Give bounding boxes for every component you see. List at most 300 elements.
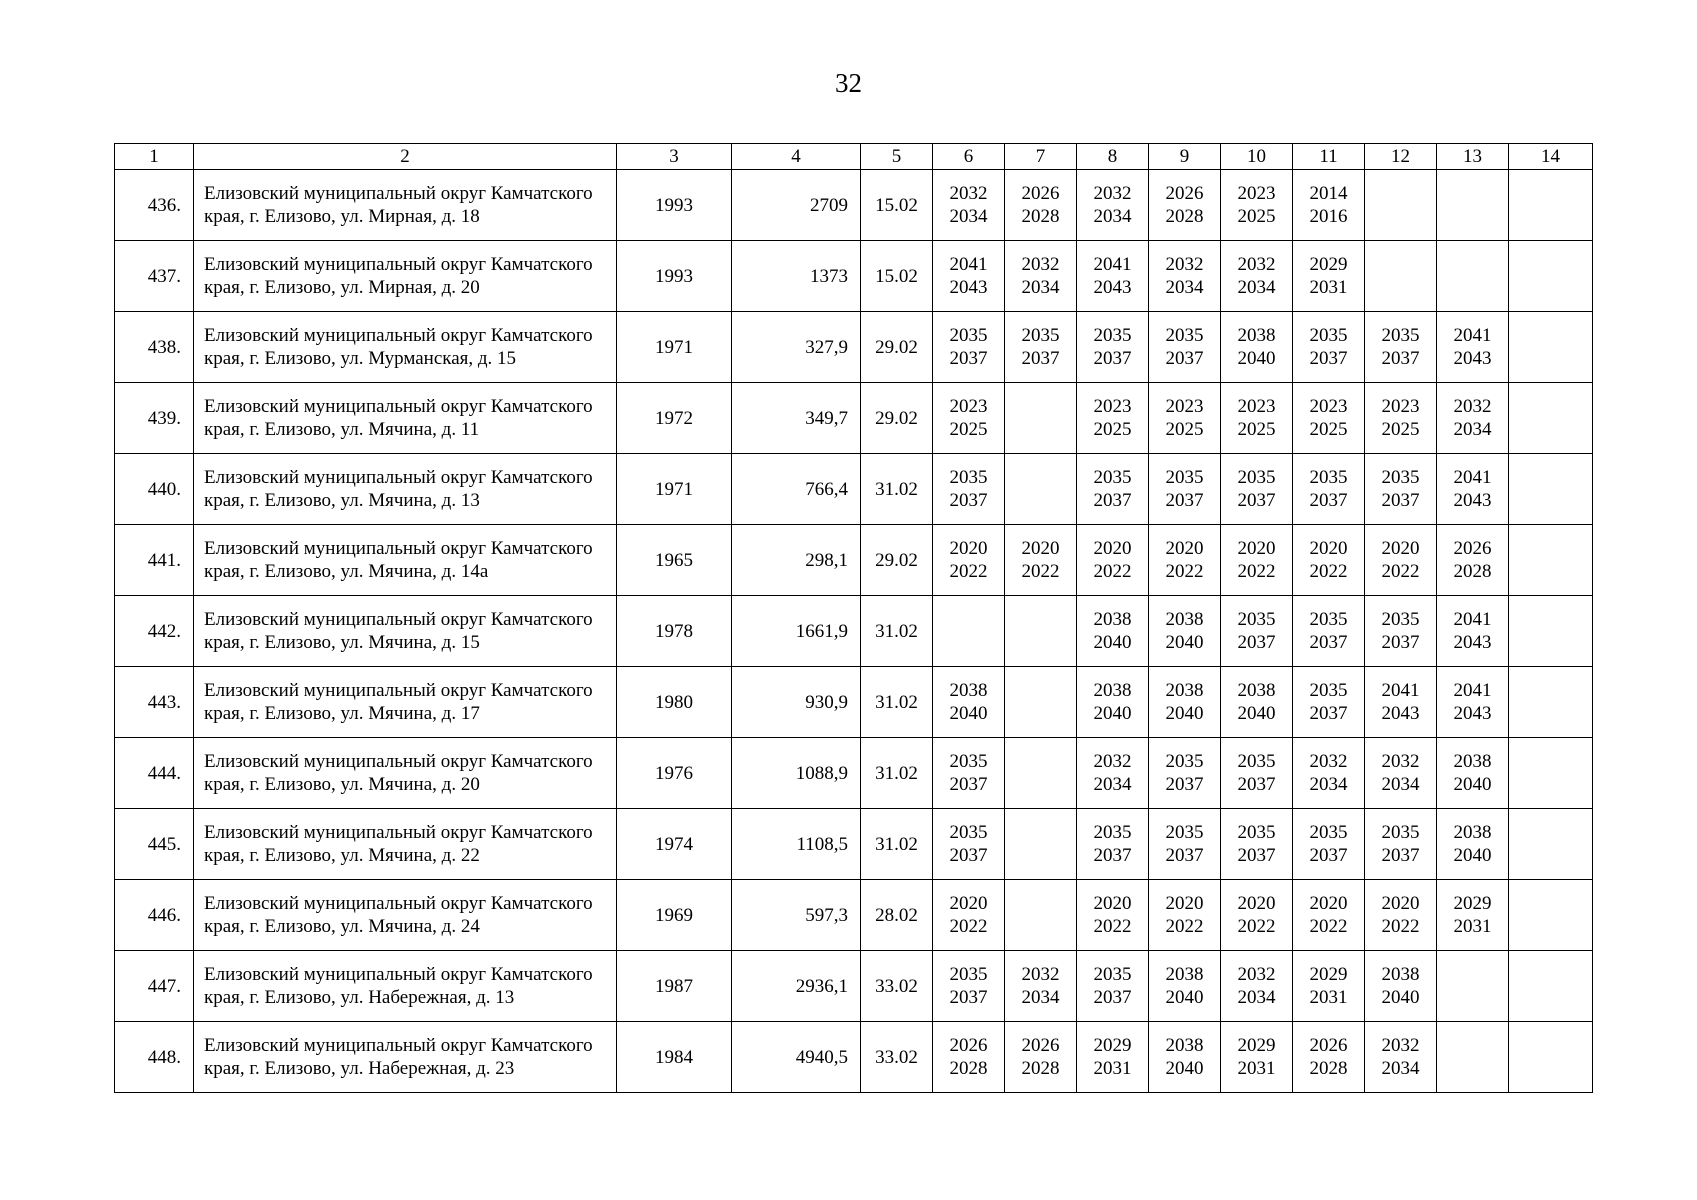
period-year: 2028: [949, 1058, 988, 1079]
period-year: 2020: [1093, 893, 1132, 914]
period-year: 2022: [1165, 561, 1204, 582]
period-year: 2040: [949, 703, 988, 724]
period-cell-c6: [933, 170, 1005, 241]
address-cell: Елизовский муниципальный округ Камчатского края, г. Елизово, ул. Мячина, д. 11: [194, 383, 617, 454]
period-year: 2035: [1309, 325, 1348, 346]
period-year: 2037: [1309, 490, 1348, 511]
period-cell-c6: [933, 1022, 1005, 1093]
period-year: 2023: [1237, 396, 1276, 417]
code-cell: 33.02: [861, 951, 933, 1022]
period-year: 2029: [1309, 254, 1348, 275]
period-cell-c9: [1149, 738, 1221, 809]
period-cell-c7: [1005, 312, 1077, 383]
table-row: [115, 170, 1593, 241]
column-header-7: 7: [1005, 144, 1077, 170]
period-year: 2034: [1021, 277, 1060, 298]
period-cell-c11: [1293, 241, 1365, 312]
period-year: 2032: [1093, 183, 1132, 204]
period-cell-c12: [1365, 525, 1437, 596]
period-year: 2035: [1237, 822, 1276, 843]
period-year: 2022: [1381, 916, 1420, 937]
period-cell-c12: [1365, 454, 1437, 525]
period-year: 2040: [1165, 703, 1204, 724]
period-cell-c12: [1365, 596, 1437, 667]
area-cell: 2709: [732, 170, 861, 241]
period-year: 2035: [1021, 325, 1060, 346]
period-cell-c13: [1437, 667, 1509, 738]
period-cell-c11: [1293, 951, 1365, 1022]
period-cell-c6: [933, 809, 1005, 880]
code-cell: 31.02: [861, 667, 933, 738]
period-cell-c13: [1437, 596, 1509, 667]
period-year: 2035: [1309, 680, 1348, 701]
period-year: 2034: [1093, 206, 1132, 227]
period-cell-c12: [1365, 809, 1437, 880]
row-number-cell: 440.: [115, 454, 194, 525]
period-cell-c12: [1365, 383, 1437, 454]
address-cell: Елизовский муниципальный округ Камчатского края, г. Елизово, ул. Мурманская, д. 15: [194, 312, 617, 383]
period-year: 2020: [1093, 538, 1132, 559]
code-cell: 31.02: [861, 738, 933, 809]
period-cell-c7: [1005, 880, 1077, 951]
period-year: 2022: [1093, 561, 1132, 582]
period-cell-c6: [933, 738, 1005, 809]
period-cell-c13: [1437, 170, 1509, 241]
period-cell-c8: [1077, 596, 1149, 667]
period-year: 2025: [1309, 419, 1348, 440]
period-cell-c10: [1221, 170, 1293, 241]
code-cell: 31.02: [861, 454, 933, 525]
period-cell-c7: [1005, 951, 1077, 1022]
period-year: 2034: [1093, 774, 1132, 795]
period-year: 2037: [1165, 774, 1204, 795]
period-year: 2026: [1309, 1035, 1348, 1056]
period-year: 2020: [1165, 538, 1204, 559]
table-row: [115, 667, 1593, 738]
column-header-3: 3: [617, 144, 732, 170]
period-cell-c14: [1509, 525, 1593, 596]
area-cell: 298,1: [732, 525, 861, 596]
period-year: 2038: [1381, 964, 1420, 985]
period-year: 2043: [1453, 348, 1492, 369]
period-cell-c10: [1221, 525, 1293, 596]
column-header-11: 11: [1293, 144, 1365, 170]
period-year: 2022: [949, 916, 988, 937]
period-year: 2043: [1453, 632, 1492, 653]
column-header-9: 9: [1149, 144, 1221, 170]
area-cell: 4940,5: [732, 1022, 861, 1093]
period-year: 2041: [1093, 254, 1132, 275]
period-cell-c13: [1437, 383, 1509, 454]
period-year: 2020: [949, 538, 988, 559]
period-year: 2037: [1237, 774, 1276, 795]
code-cell: 31.02: [861, 809, 933, 880]
period-year: 2040: [1453, 845, 1492, 866]
period-year: 2037: [1309, 348, 1348, 369]
period-cell-c7: [1005, 241, 1077, 312]
table-row: [115, 383, 1593, 454]
address-cell: Елизовский муниципальный округ Камчатского края, г. Елизово, ул. Набережная, д. 23: [194, 1022, 617, 1093]
period-year: 2032: [1381, 751, 1420, 772]
period-cell-c14: [1509, 170, 1593, 241]
row-number-cell: 448.: [115, 1022, 194, 1093]
period-year: 2038: [1453, 822, 1492, 843]
period-cell-c14: [1509, 1022, 1593, 1093]
address-cell: Елизовский муниципальный округ Камчатского края, г. Елизово, ул. Мячина, д. 13: [194, 454, 617, 525]
period-year: 2023: [1381, 396, 1420, 417]
period-year: 2038: [1165, 680, 1204, 701]
period-year: 2032: [1165, 254, 1204, 275]
address-cell: Елизовский муниципальный округ Камчатского края, г. Елизово, ул. Мячина, д. 17: [194, 667, 617, 738]
period-cell-c9: [1149, 312, 1221, 383]
period-cell-c13: [1437, 951, 1509, 1022]
column-header-6: 6: [933, 144, 1005, 170]
period-year: 2026: [1165, 183, 1204, 204]
period-year: 2037: [1093, 987, 1132, 1008]
period-cell-c9: [1149, 454, 1221, 525]
period-year: 2028: [1453, 561, 1492, 582]
table-row: [115, 596, 1593, 667]
period-year: 2035: [1093, 467, 1132, 488]
period-year: 2038: [1093, 680, 1132, 701]
period-year: 2043: [1453, 490, 1492, 511]
period-year: 2020: [1165, 893, 1204, 914]
period-year: 2029: [1309, 964, 1348, 985]
period-year: 2025: [1237, 206, 1276, 227]
period-year: 2035: [1237, 467, 1276, 488]
column-header-13: 13: [1437, 144, 1509, 170]
area-cell: 1108,5: [732, 809, 861, 880]
period-cell-c7: [1005, 454, 1077, 525]
area-cell: 349,7: [732, 383, 861, 454]
table-row: [115, 454, 1593, 525]
period-year: 2022: [1309, 561, 1348, 582]
period-cell-c7: [1005, 383, 1077, 454]
column-header-14: 14: [1509, 144, 1593, 170]
period-cell-c13: [1437, 880, 1509, 951]
year-built-cell: 1980: [617, 667, 732, 738]
period-year: 2020: [1309, 893, 1348, 914]
period-year: 2035: [1165, 467, 1204, 488]
period-year: 2035: [1381, 325, 1420, 346]
year-built-cell: 1987: [617, 951, 732, 1022]
column-header-2: 2: [194, 144, 617, 170]
period-year: 2037: [1381, 845, 1420, 866]
row-number-cell: 438.: [115, 312, 194, 383]
address-cell: Елизовский муниципальный округ Камчатского края, г. Елизово, ул. Мячина, д. 24: [194, 880, 617, 951]
period-cell-c14: [1509, 951, 1593, 1022]
code-cell: 15.02: [861, 241, 933, 312]
period-year: 2038: [1165, 1035, 1204, 1056]
period-cell-c11: [1293, 454, 1365, 525]
period-year: 2016: [1309, 206, 1348, 227]
period-year: 2034: [1165, 277, 1204, 298]
period-cell-c8: [1077, 312, 1149, 383]
period-year: 2037: [1381, 348, 1420, 369]
period-year: 2037: [1309, 845, 1348, 866]
table-row: [115, 880, 1593, 951]
period-year: 2035: [1381, 609, 1420, 630]
period-year: 2041: [949, 254, 988, 275]
period-year: 2043: [949, 277, 988, 298]
period-cell-c7: [1005, 809, 1077, 880]
period-year: 2032: [949, 183, 988, 204]
period-cell-c12: [1365, 170, 1437, 241]
period-year: 2031: [1237, 1058, 1276, 1079]
row-number-cell: 436.: [115, 170, 194, 241]
period-cell-c8: [1077, 525, 1149, 596]
period-year: 2038: [1165, 609, 1204, 630]
period-year: 2037: [949, 348, 988, 369]
period-year: 2031: [1453, 916, 1492, 937]
period-cell-c10: [1221, 312, 1293, 383]
period-year: 2023: [1237, 183, 1276, 204]
period-cell-c14: [1509, 383, 1593, 454]
area-cell: 1373: [732, 241, 861, 312]
area-cell: 1088,9: [732, 738, 861, 809]
period-year: 2032: [1237, 964, 1276, 985]
period-year: 2022: [1237, 561, 1276, 582]
area-cell: 766,4: [732, 454, 861, 525]
period-year: 2043: [1093, 277, 1132, 298]
year-built-cell: 1972: [617, 383, 732, 454]
period-cell-c7: [1005, 525, 1077, 596]
period-year: 2038: [1093, 609, 1132, 630]
period-cell-c11: [1293, 809, 1365, 880]
period-cell-c12: [1365, 880, 1437, 951]
period-year: 2041: [1453, 467, 1492, 488]
period-year: 2020: [1309, 538, 1348, 559]
period-cell-c10: [1221, 880, 1293, 951]
period-cell-c13: [1437, 241, 1509, 312]
period-cell-c10: [1221, 667, 1293, 738]
period-year: 2023: [949, 396, 988, 417]
period-year: 2026: [949, 1035, 988, 1056]
period-cell-c8: [1077, 241, 1149, 312]
period-year: 2037: [1093, 845, 1132, 866]
period-cell-c13: [1437, 312, 1509, 383]
code-cell: 28.02: [861, 880, 933, 951]
period-year: 2035: [949, 751, 988, 772]
address-cell: Елизовский муниципальный округ Камчатского края, г. Елизово, ул. Мячина, д. 22: [194, 809, 617, 880]
period-cell-c9: [1149, 525, 1221, 596]
period-cell-c14: [1509, 596, 1593, 667]
period-cell-c6: [933, 383, 1005, 454]
address-cell: Елизовский муниципальный округ Камчатского края, г. Елизово, ул. Мирная, д. 20: [194, 241, 617, 312]
period-cell-c6: [933, 312, 1005, 383]
period-year: 2037: [949, 490, 988, 511]
period-year: 2034: [1237, 987, 1276, 1008]
period-year: 2025: [1237, 419, 1276, 440]
period-year: 2041: [1381, 680, 1420, 701]
period-year: 2037: [1309, 703, 1348, 724]
row-number-cell: 447.: [115, 951, 194, 1022]
period-year: 2028: [1021, 1058, 1060, 1079]
period-year: 2037: [949, 774, 988, 795]
code-cell: 29.02: [861, 312, 933, 383]
area-cell: 930,9: [732, 667, 861, 738]
period-year: 2035: [1165, 822, 1204, 843]
column-header-1: 1: [115, 144, 194, 170]
period-cell-c9: [1149, 383, 1221, 454]
period-year: 2028: [1021, 206, 1060, 227]
period-year: 2034: [1021, 987, 1060, 1008]
period-cell-c13: [1437, 1022, 1509, 1093]
period-year: 2023: [1309, 396, 1348, 417]
period-cell-c11: [1293, 596, 1365, 667]
period-cell-c10: [1221, 1022, 1293, 1093]
period-year: 2025: [1165, 419, 1204, 440]
period-year: 2025: [1093, 419, 1132, 440]
table-row: [115, 738, 1593, 809]
period-cell-c6: [933, 454, 1005, 525]
period-cell-c8: [1077, 809, 1149, 880]
address-cell: Елизовский муниципальный округ Камчатского края, г. Елизово, ул. Мячина, д. 20: [194, 738, 617, 809]
period-cell-c10: [1221, 738, 1293, 809]
period-year: 2035: [1237, 609, 1276, 630]
period-cell-c11: [1293, 312, 1365, 383]
column-header-5: 5: [861, 144, 933, 170]
period-cell-c12: [1365, 738, 1437, 809]
period-year: 2029: [1453, 893, 1492, 914]
period-year: 2026: [1453, 538, 1492, 559]
period-year: 2020: [1237, 893, 1276, 914]
year-built-cell: 1976: [617, 738, 732, 809]
period-cell-c12: [1365, 951, 1437, 1022]
row-number-cell: 445.: [115, 809, 194, 880]
period-year: 2034: [1453, 419, 1492, 440]
year-built-cell: 1974: [617, 809, 732, 880]
row-number-cell: 442.: [115, 596, 194, 667]
period-cell-c12: [1365, 312, 1437, 383]
address-cell: Елизовский муниципальный округ Камчатского края, г. Елизово, ул. Набережная, д. 13: [194, 951, 617, 1022]
period-year: 2035: [1381, 467, 1420, 488]
period-year: 2035: [1237, 751, 1276, 772]
period-cell-c8: [1077, 951, 1149, 1022]
period-year: 2035: [949, 467, 988, 488]
period-year: 2035: [1165, 325, 1204, 346]
period-cell-c7: [1005, 738, 1077, 809]
period-year: 2032: [1309, 751, 1348, 772]
column-header-8: 8: [1077, 144, 1149, 170]
period-year: 2040: [1165, 1058, 1204, 1079]
area-cell: 1661,9: [732, 596, 861, 667]
period-cell-c14: [1509, 454, 1593, 525]
period-year: 2032: [1381, 1035, 1420, 1056]
period-cell-c8: [1077, 170, 1149, 241]
year-built-cell: 1971: [617, 454, 732, 525]
period-cell-c10: [1221, 454, 1293, 525]
period-year: 2022: [1021, 561, 1060, 582]
period-year: 2040: [1093, 703, 1132, 724]
period-year: 2023: [1165, 396, 1204, 417]
period-year: 2037: [1021, 348, 1060, 369]
period-year: 2041: [1453, 680, 1492, 701]
period-cell-c9: [1149, 596, 1221, 667]
period-cell-c9: [1149, 951, 1221, 1022]
period-year: 2037: [1093, 490, 1132, 511]
row-number-cell: 439.: [115, 383, 194, 454]
period-year: 2040: [1165, 987, 1204, 1008]
period-year: 2031: [1309, 987, 1348, 1008]
code-cell: 29.02: [861, 525, 933, 596]
period-year: 2032: [1021, 964, 1060, 985]
column-header-4: 4: [732, 144, 861, 170]
code-cell: 29.02: [861, 383, 933, 454]
period-year: 2034: [1381, 774, 1420, 795]
period-year: 2037: [1381, 490, 1420, 511]
period-cell-c6: [933, 667, 1005, 738]
period-cell-c9: [1149, 880, 1221, 951]
period-cell-c6: [933, 951, 1005, 1022]
period-year: 2037: [1309, 632, 1348, 653]
period-year: 2035: [949, 822, 988, 843]
address-cell: Елизовский муниципальный округ Камчатского края, г. Елизово, ул. Мячина, д. 14а: [194, 525, 617, 596]
period-year: 2037: [1381, 632, 1420, 653]
period-cell-c6: [933, 596, 1005, 667]
period-year: 2029: [1237, 1035, 1276, 1056]
table-row: [115, 312, 1593, 383]
table-row: [115, 241, 1593, 312]
period-year: 2022: [1309, 916, 1348, 937]
period-cell-c12: [1365, 241, 1437, 312]
period-year: 2035: [1165, 751, 1204, 772]
table-row: [115, 809, 1593, 880]
period-cell-c13: [1437, 738, 1509, 809]
area-cell: 327,9: [732, 312, 861, 383]
period-cell-c7: [1005, 170, 1077, 241]
period-year: 2022: [1237, 916, 1276, 937]
period-year: 2041: [1453, 609, 1492, 630]
column-header-12: 12: [1365, 144, 1437, 170]
period-cell-c8: [1077, 880, 1149, 951]
period-year: 2022: [949, 561, 988, 582]
period-year: 2037: [1093, 348, 1132, 369]
period-year: 2037: [1165, 490, 1204, 511]
period-year: 2031: [1309, 277, 1348, 298]
period-year: 2032: [1453, 396, 1492, 417]
period-cell-c7: [1005, 596, 1077, 667]
period-year: 2037: [949, 987, 988, 1008]
period-cell-c11: [1293, 880, 1365, 951]
period-cell-c14: [1509, 809, 1593, 880]
period-cell-c14: [1509, 241, 1593, 312]
period-year: 2022: [1165, 916, 1204, 937]
period-cell-c13: [1437, 525, 1509, 596]
period-year: 2031: [1093, 1058, 1132, 1079]
period-year: 2037: [1237, 845, 1276, 866]
address-cell: Елизовский муниципальный округ Камчатского края, г. Елизово, ул. Мячина, д. 15: [194, 596, 617, 667]
period-year: 2020: [1381, 538, 1420, 559]
period-cell-c12: [1365, 667, 1437, 738]
period-year: 2025: [1381, 419, 1420, 440]
period-cell-c8: [1077, 454, 1149, 525]
period-year: 2034: [1381, 1058, 1420, 1079]
period-cell-c9: [1149, 241, 1221, 312]
period-year: 2038: [1453, 751, 1492, 772]
row-number-cell: 446.: [115, 880, 194, 951]
year-built-cell: 1993: [617, 241, 732, 312]
area-cell: 597,3: [732, 880, 861, 951]
period-year: 2025: [949, 419, 988, 440]
period-cell-c8: [1077, 738, 1149, 809]
period-year: 2037: [1237, 632, 1276, 653]
period-year: 2034: [1309, 774, 1348, 795]
period-year: 2035: [1309, 822, 1348, 843]
table-row: [115, 951, 1593, 1022]
period-cell-c11: [1293, 1022, 1365, 1093]
period-year: 2040: [1237, 703, 1276, 724]
